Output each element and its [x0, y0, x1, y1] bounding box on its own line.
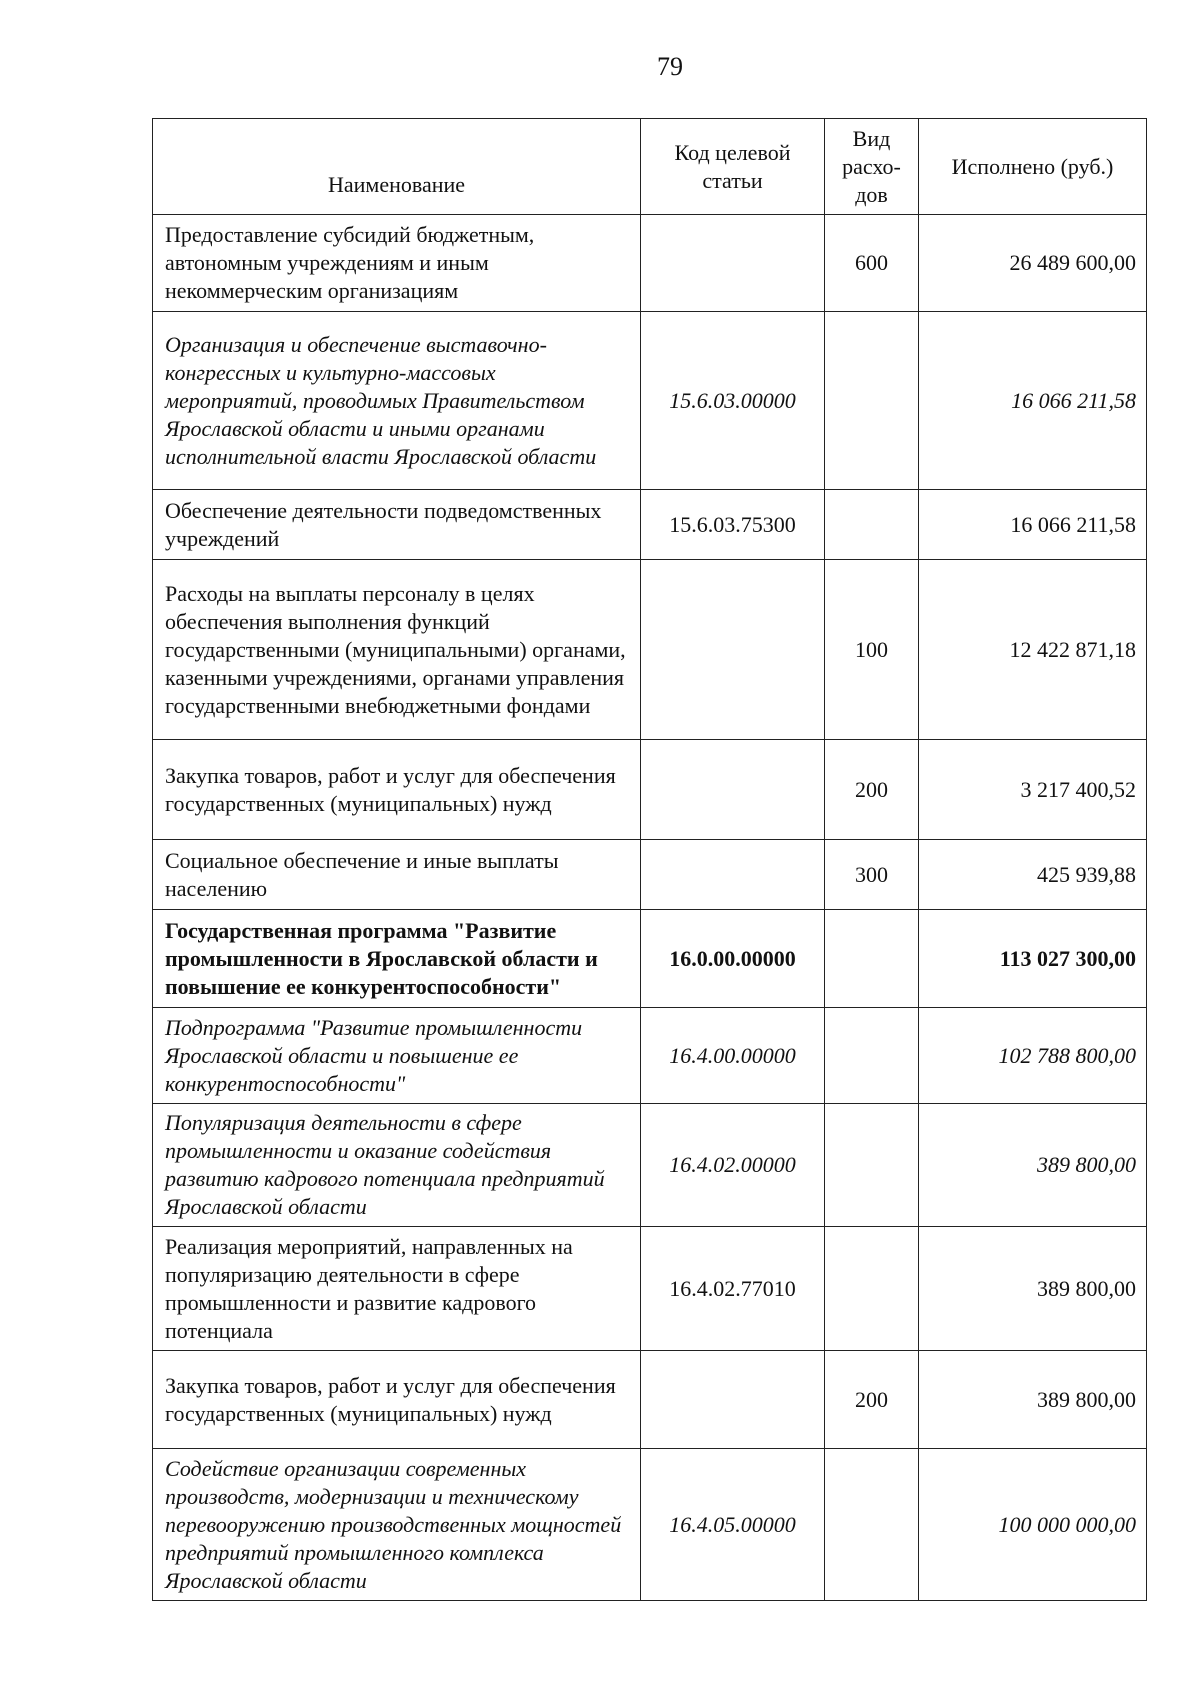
row-code: 15.6.03.75300 — [641, 490, 825, 560]
row-type — [825, 312, 919, 490]
table-row — [153, 490, 1147, 560]
row-code — [641, 740, 825, 840]
row-type: 600 — [825, 215, 919, 312]
row-name: Расходы на выплаты персоналу в целях обеспечения выполнения функций государственными (муниципальными) органами, казенными учреждениями, органами управления государственными внебюджетными фондами — [153, 560, 641, 740]
table-row — [153, 740, 1147, 840]
row-name: Закупка товаров, работ и услуг для обеспечения государственных (муниципальных) нужд — [153, 1351, 641, 1449]
row-sum: 113 027 300,00 — [919, 910, 1147, 1008]
table-row — [153, 312, 1147, 490]
table-row — [153, 910, 1147, 1008]
table-row — [153, 1227, 1147, 1351]
row-name: Государственная программа "Развитие промышленности в Ярославской области и повышение ее конкурентоспособности" — [153, 910, 641, 1008]
page-number: 79 — [657, 52, 683, 81]
row-name: Содействие организации современных производств, модернизации и техническому перевооружению производственных мощностей предприятий промышленного комплекса Ярославской области — [153, 1449, 641, 1601]
row-sum: 102 788 800,00 — [919, 1008, 1147, 1104]
row-sum: 389 800,00 — [919, 1227, 1147, 1351]
table-row — [153, 840, 1147, 910]
row-name: Организация и обеспечение выставочно-конгрессных и культурно-массовых мероприятий, проводимых Правительством Ярославской области и иными органами исполнительной власти Ярославской области — [153, 312, 641, 490]
row-sum: 389 800,00 — [919, 1351, 1147, 1449]
table-body — [153, 215, 1147, 1601]
row-code — [641, 840, 825, 910]
row-sum: 100 000 000,00 — [919, 1449, 1147, 1601]
row-code: 16.4.02.00000 — [641, 1104, 825, 1227]
row-type: 300 — [825, 840, 919, 910]
row-type: 100 — [825, 560, 919, 740]
row-sum: 389 800,00 — [919, 1104, 1147, 1227]
row-type — [825, 1449, 919, 1601]
table-header-row — [153, 119, 1147, 215]
row-sum: 26 489 600,00 — [919, 215, 1147, 312]
header-name: Наименование — [153, 119, 641, 215]
row-sum: 425 939,88 — [919, 840, 1147, 910]
budget-table — [152, 118, 1147, 1601]
row-code: 15.6.03.00000 — [641, 312, 825, 490]
row-sum: 12 422 871,18 — [919, 560, 1147, 740]
row-code — [641, 560, 825, 740]
table-row — [153, 1351, 1147, 1449]
row-type: 200 — [825, 740, 919, 840]
row-name: Обеспечение деятельности подведомственных учреждений — [153, 490, 641, 560]
row-sum: 3 217 400,52 — [919, 740, 1147, 840]
table-row — [153, 1008, 1147, 1104]
row-sum: 16 066 211,58 — [919, 312, 1147, 490]
table-row — [153, 215, 1147, 312]
header-type: Вид расхо-дов — [825, 119, 919, 215]
row-name: Закупка товаров, работ и услуг для обеспечения государственных (муниципальных) нужд — [153, 740, 641, 840]
row-name: Социальное обеспечение и иные выплаты населению — [153, 840, 641, 910]
row-code: 16.4.05.00000 — [641, 1449, 825, 1601]
table-row — [153, 560, 1147, 740]
row-name: Предоставление субсидий бюджетным, автономным учреждениям и иным некоммерческим организациям — [153, 215, 641, 312]
row-sum: 16 066 211,58 — [919, 490, 1147, 560]
row-type — [825, 490, 919, 560]
row-type — [825, 910, 919, 1008]
row-code — [641, 1351, 825, 1449]
row-type — [825, 1104, 919, 1227]
row-code: 16.4.00.00000 — [641, 1008, 825, 1104]
row-code — [641, 215, 825, 312]
row-type — [825, 1008, 919, 1104]
table-row — [153, 1104, 1147, 1227]
row-type: 200 — [825, 1351, 919, 1449]
row-code: 16.4.02.77010 — [641, 1227, 825, 1351]
row-type — [825, 1227, 919, 1351]
header-code: Код целевой статьи — [641, 119, 825, 215]
row-code: 16.0.00.00000 — [641, 910, 825, 1008]
header-sum: Исполнено (руб.) — [919, 119, 1147, 215]
row-name: Подпрограмма "Развитие промышленности Ярославской области и повышение ее конкурентоспособности" — [153, 1008, 641, 1104]
table-row — [153, 1449, 1147, 1601]
row-name: Популяризация деятельности в сфере промышленности и оказание содействия развитию кадрового потенциала предприятий Ярославской области — [153, 1104, 641, 1227]
row-name: Реализация мероприятий, направленных на популяризацию деятельности в сфере промышленности и развитие кадрового потенциала — [153, 1227, 641, 1351]
